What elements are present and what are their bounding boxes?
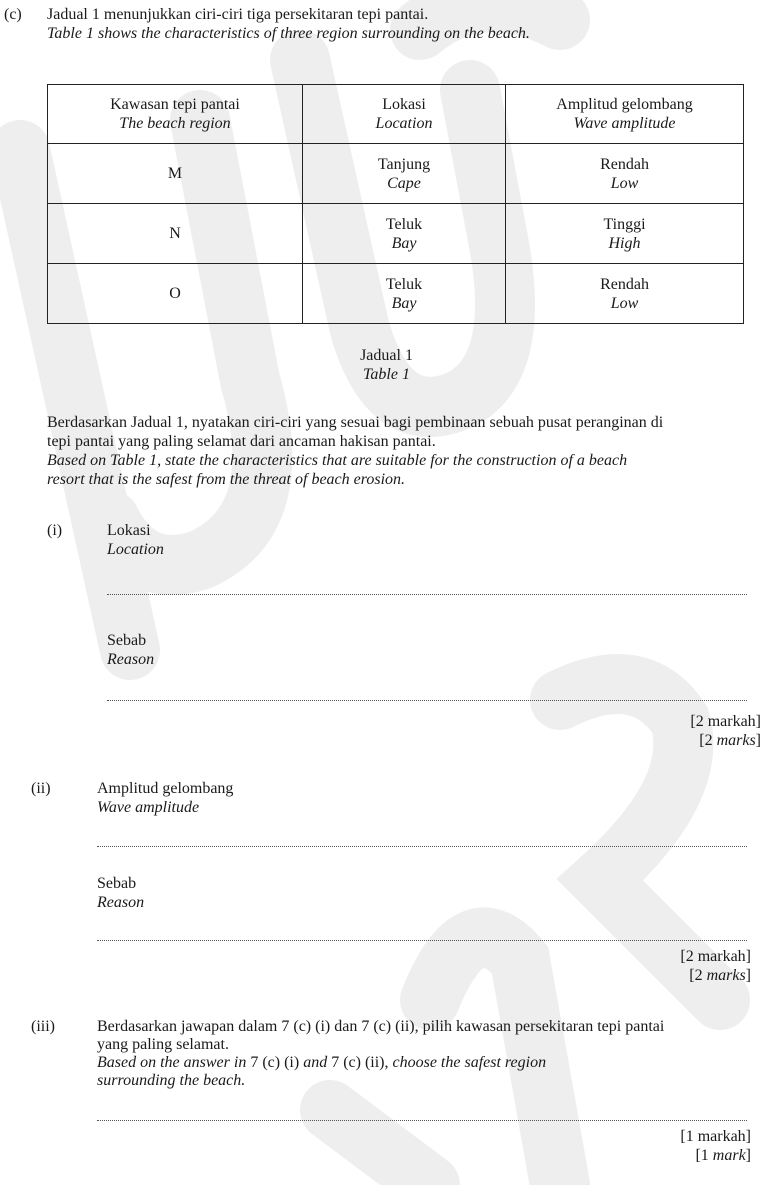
- part-ii-reason-en: Reason: [97, 894, 145, 911]
- cell-amplitude-en: High: [608, 234, 641, 252]
- cell-location-ms: Teluk: [385, 215, 423, 233]
- part-i-label: (i): [47, 522, 63, 539]
- part-i-reason-ms: Sebab: [107, 632, 147, 649]
- header-amplitude-en: Wave amplitude: [573, 115, 676, 132]
- part-i-marks-ms: [2 markah]: [690, 713, 761, 730]
- intro-malay: Jadual 1 menunjukkan ciri-ciri tiga persekitaran tepi pantai.: [47, 6, 429, 23]
- table-row: [48, 144, 744, 204]
- instruction-en-line2: resort that is the safest from the threat of beach erosion.: [47, 471, 406, 488]
- header-location-en: Location: [375, 115, 433, 132]
- table-caption-en: Table 1: [363, 366, 410, 383]
- cell-location-ms: Teluk: [385, 275, 423, 293]
- part-ii-reason-answer-line[interactable]: [97, 940, 747, 941]
- header-location: [303, 85, 506, 144]
- cell-location-ms: Tanjung: [377, 155, 431, 173]
- header-wave-amplitude: [506, 85, 744, 144]
- intro-english: Table 1 shows the characteristics of three region surrounding on the beach.: [47, 25, 530, 42]
- part-ii-marks-ms: [2 markah]: [680, 948, 751, 965]
- part-iii-marks-en: [1 mark]: [695, 1147, 751, 1164]
- cell-region: N: [48, 204, 303, 264]
- part-ii-amplitude-answer-line[interactable]: [97, 846, 747, 847]
- cell-location: [303, 144, 506, 204]
- cell-region: O: [48, 264, 303, 324]
- cell-location-en: Bay: [391, 294, 417, 312]
- part-ii-marks-en: [2 marks]: [689, 967, 751, 984]
- cell-amplitude: [506, 144, 744, 204]
- part-i-location-answer-line[interactable]: [107, 594, 747, 595]
- cell-location: [303, 264, 506, 324]
- part-i-title-en: Location: [107, 541, 164, 558]
- cell-amplitude-en: Low: [610, 174, 639, 192]
- cell-amplitude-en: Low: [610, 294, 639, 312]
- part-ii-reason-ms: Sebab: [97, 875, 137, 892]
- part-ii-label: (ii): [31, 780, 51, 797]
- cell-amplitude: [506, 264, 744, 324]
- part-iii-en-line1: Based on the answer in 7 (c) (i) and 7 (c) (ii), choose the safest region: [97, 1054, 547, 1071]
- part-ii-title-ms: Amplitud gelombang: [97, 780, 234, 797]
- part-iii-answer-line[interactable]: [97, 1120, 747, 1121]
- cell-amplitude-ms: Rendah: [600, 275, 649, 293]
- table-row: [48, 204, 744, 264]
- table-header-row: [48, 85, 744, 144]
- part-iii-ms-line2: yang paling selamat.: [97, 1036, 229, 1053]
- cell-amplitude: [506, 204, 744, 264]
- part-i-reason-en: Reason: [107, 651, 155, 668]
- instruction-ms-line1: Berdasarkan Jadual 1, nyatakan ciri-ciri yang sesuai bagi pembinaan sebuah pusat peranginan di: [47, 414, 664, 431]
- table-caption-ms: Jadual 1: [360, 347, 413, 364]
- header-location-ms: Lokasi: [382, 96, 426, 113]
- part-i-marks-en: [2 marks]: [699, 732, 761, 749]
- part-i-title-ms: Lokasi: [107, 522, 151, 539]
- cell-amplitude-ms: Rendah: [600, 155, 649, 173]
- header-amplitude-ms: Amplitud gelombang: [556, 96, 693, 113]
- characteristics-table: [47, 84, 744, 324]
- question-label: (c): [4, 6, 22, 23]
- table-row: [48, 264, 744, 324]
- instruction-en-line1: Based on Table 1, state the characteristics that are suitable for the construction of a beach: [47, 452, 628, 469]
- instruction-ms-line2: tepi pantai yang paling selamat dari ancaman hakisan pantai.: [47, 433, 436, 450]
- part-iii-en-line2: surrounding the beach.: [97, 1072, 246, 1089]
- header-region-en: The beach region: [119, 115, 231, 132]
- cell-region: M: [48, 144, 303, 204]
- part-i-reason-answer-line[interactable]: [107, 700, 747, 701]
- part-iii-label: (iii): [31, 1018, 55, 1035]
- cell-location-en: Bay: [391, 234, 417, 252]
- part-iii-ms-line1: Berdasarkan jawapan dalam 7 (c) (i) dan 7 (c) (ii), pilih kawasan persekitaran tepi pantai: [97, 1018, 665, 1035]
- part-iii-marks-ms: [1 markah]: [680, 1128, 751, 1145]
- cell-amplitude-ms: Tinggi: [603, 215, 646, 233]
- cell-location: [303, 204, 506, 264]
- cell-location-en: Cape: [387, 174, 421, 192]
- header-region: [48, 85, 303, 144]
- header-region-ms: Kawasan tepi pantai: [110, 96, 240, 113]
- part-ii-title-en: Wave amplitude: [97, 799, 200, 816]
